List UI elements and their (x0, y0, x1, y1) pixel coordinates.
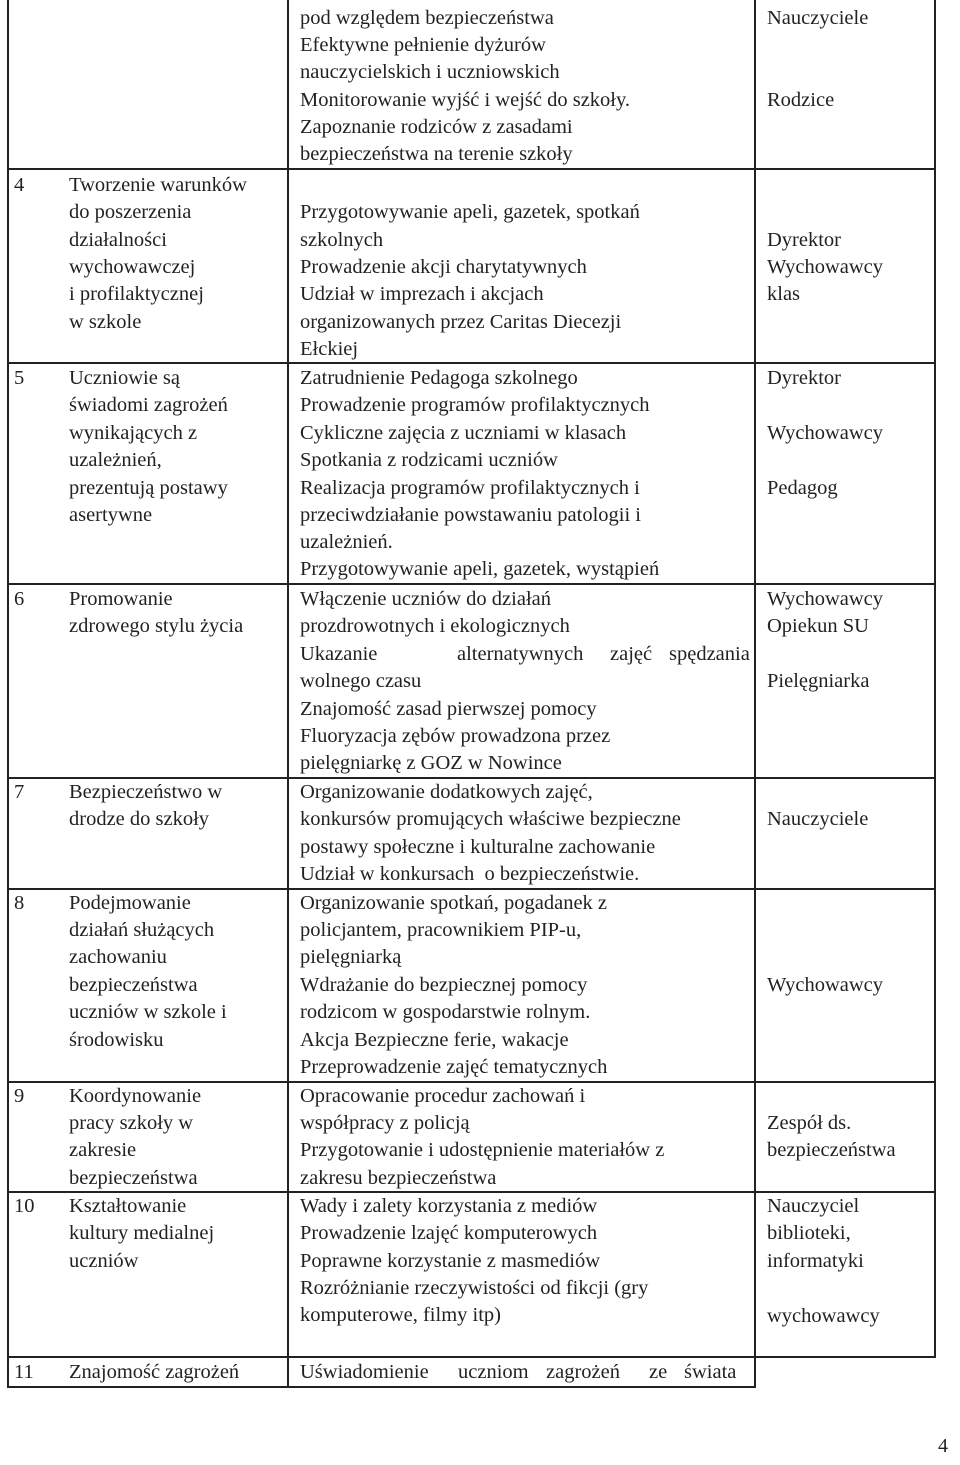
activity-line: Rozróżnianie rzeczywistości od fikcji (gry (300, 1277, 649, 1299)
responsible-line: Wychowawcy (767, 588, 884, 610)
activity-line: przeciwdziałanie powstawaniu patologii i (300, 504, 641, 526)
activity-line: pielęgniarkę z GOZ w Nowince (300, 752, 562, 774)
activity-line: Wady i zalety korzystania z mediów (300, 1195, 598, 1217)
activity-line: Prowadzenie programów profilaktycznych (300, 394, 650, 416)
activity-line: Przeprowadzenie zajęć tematycznych (300, 1056, 608, 1078)
activity-line: policjantem, pracownikiem PIP-u, (300, 919, 582, 941)
task-line: kultury medialnej (69, 1222, 215, 1244)
activity-line: Wdrażanie do bezpiecznej pomocy (300, 974, 588, 996)
activity-word: świata (684, 1361, 737, 1383)
row-number: 7 (14, 781, 25, 803)
task-line: prezentują postawy (69, 477, 228, 499)
task-line: Uczniowie są (69, 367, 180, 389)
activity-line: pielęgniarką (300, 946, 402, 968)
task-line: Kształtowanie (69, 1195, 187, 1217)
grid-row-line (7, 1356, 936, 1358)
task-line: Podejmowanie (69, 892, 191, 914)
activity-line: szkolnych (300, 229, 384, 251)
task-line: uczniów (69, 1250, 139, 1272)
responsible-line: wychowawcy (767, 1305, 880, 1327)
row-number: 6 (14, 588, 25, 610)
row-number: 8 (14, 892, 25, 914)
grid-left-border (7, 0, 9, 1388)
task-line: wychowawczej (69, 256, 196, 278)
grid-last-row-right (754, 1356, 756, 1388)
responsible-line: biblioteki, (767, 1222, 851, 1244)
activity-word: ze (649, 1361, 668, 1383)
grid-col-divider-2 (754, 0, 756, 1358)
activity-line: Przygotowywanie apeli, gazetek, spotkań (300, 201, 640, 223)
responsible-line: Pielęgniarka (767, 670, 870, 692)
task-line: zdrowego stylu życia (69, 615, 244, 637)
activity-line: Akcja Bezpieczne ferie, wakacje (300, 1029, 569, 1051)
activity-line: rodzicom w gospodarstwie rolnym. (300, 1001, 591, 1023)
activity-line: prozdrowotnych i ekologicznych (300, 615, 570, 637)
task-line: Znajomość zagrożeń (69, 1361, 240, 1383)
task-line: i profilaktycznej (69, 283, 204, 305)
activity-line: nauczycielskich i uczniowskich (300, 61, 560, 83)
task-line: Tworzenie warunków (69, 174, 247, 196)
grid-row-line (7, 362, 936, 364)
task-line: zakresie (69, 1139, 137, 1161)
activity-line: Organizowanie dodatkowych zajęć, (300, 781, 593, 803)
activity-line: Spotkania z rodzicami uczniów (300, 449, 558, 471)
page-number: 4 (938, 1435, 948, 1457)
activity-word: Ukazanie (300, 643, 378, 665)
task-line: Koordynowanie (69, 1085, 202, 1107)
responsible-line: Nauczyciele (767, 7, 869, 29)
task-line: działań służących (69, 919, 215, 941)
responsible-line: informatyki (767, 1250, 864, 1272)
activity-line: zakresu bezpieczeństwa (300, 1167, 497, 1189)
activity-line: Przygotowanie i udostępnienie materiałów z (300, 1139, 665, 1161)
task-line: drodze do szkoły (69, 808, 210, 830)
task-line: działalności (69, 229, 167, 251)
activity-line: Cykliczne zajęcia z uczniami w klasach (300, 422, 627, 444)
row-number: 5 (14, 367, 25, 389)
activity-line: bezpieczeństwa na terenie szkoły (300, 143, 573, 165)
responsible-line: Zespół ds. (767, 1112, 852, 1134)
activity-line: Efektywne pełnienie dyżurów (300, 34, 546, 56)
activity-line: Prowadzenie lzajęć komputerowych (300, 1222, 598, 1244)
activity-line: komputerowe, filmy itp) (300, 1304, 501, 1326)
activity-word: Uświadomienie (300, 1361, 429, 1383)
task-line: uczniów w szkole i (69, 1001, 227, 1023)
activity-line: Poprawne korzystanie z masmediów (300, 1250, 601, 1272)
activity-line: Zatrudnienie Pedagoga szkolnego (300, 367, 578, 389)
activity-line: Włączenie uczniów do działań (300, 588, 551, 610)
responsible-line: Wychowawcy (767, 256, 884, 278)
row-number: 11 (14, 1361, 34, 1383)
activity-line: Prowadzenie akcji charytatywnych (300, 256, 587, 278)
task-line: świadomi zagrożeń (69, 394, 228, 416)
activity-line: postawy społeczne i kulturalne zachowanie (300, 836, 656, 858)
activity-word: zajęć (610, 643, 653, 665)
activity-line: Organizowanie spotkań, pogadanek z (300, 892, 608, 914)
activity-line: Ełckiej (300, 338, 359, 360)
task-line: zachowaniu (69, 946, 167, 968)
responsible-line: Pedagog (767, 477, 838, 499)
responsible-line: Dyrektor (767, 367, 842, 389)
task-line: uzależnień, (69, 449, 162, 471)
activity-line: organizowanych przez Caritas Diecezji (300, 311, 622, 333)
activity-line: wolnego czasu (300, 670, 422, 692)
responsible-line: Nauczyciele (767, 808, 869, 830)
task-line: wynikających z (69, 422, 198, 444)
responsible-line: Dyrektor (767, 229, 842, 251)
activity-line: pod względem bezpieczeństwa (300, 7, 554, 29)
activity-line: współpracy z policją (300, 1112, 470, 1134)
activity-line: Przygotowywanie apeli, gazetek, wystąpień (300, 558, 660, 580)
activity-line: konkursów promujących właściwe bezpieczne (300, 808, 681, 830)
row-number: 4 (14, 174, 25, 196)
activity-line (300, 1359, 745, 1387)
activity-line: uzależnień. (300, 531, 393, 553)
task-line: Promowanie (69, 588, 173, 610)
grid-col-divider-1 (287, 0, 289, 1388)
task-line: asertywne (69, 504, 153, 526)
responsible-line: bezpieczeństwa (767, 1139, 896, 1161)
activity-line: Znajomość zasad pierwszej pomocy (300, 698, 597, 720)
responsible-line: Wychowawcy (767, 974, 884, 996)
activity-line: Realizacja programów profilaktycznych i (300, 477, 640, 499)
task-line: do poszerzenia (69, 201, 192, 223)
activity-line (300, 641, 750, 669)
activity-line: Zapoznanie rodziców z zasadami (300, 116, 573, 138)
activity-word: uczniom (458, 1361, 529, 1383)
responsible-line: Rodzice (767, 89, 835, 111)
activity-line: Fluoryzacja zębów prowadzona przez (300, 725, 611, 747)
activity-line: Opracowanie procedur zachowań i (300, 1085, 586, 1107)
activity-word: alternatywnych (457, 643, 584, 665)
responsible-line: klas (767, 283, 801, 305)
responsible-line: Opiekun SU (767, 615, 869, 637)
activity-word: spędzania (669, 643, 750, 665)
task-line: bezpieczeństwa (69, 974, 198, 996)
activity-line: Udział w imprezach i akcjach (300, 283, 544, 305)
activity-line: Udział w konkursach o bezpieczeństwie. (300, 863, 640, 885)
task-line: bezpieczeństwa (69, 1167, 198, 1189)
activity-line: Monitorowanie wyjść i wejść do szkoły. (300, 89, 631, 111)
grid-right-border (934, 0, 936, 1358)
task-line: pracy szkoły w (69, 1112, 194, 1134)
task-line: Bezpieczeństwo w (69, 781, 223, 803)
row-number: 9 (14, 1085, 25, 1107)
responsible-line: Nauczyciel (767, 1195, 860, 1217)
task-line: w szkole (69, 311, 142, 333)
activity-word: zagrożeń (546, 1361, 620, 1383)
task-line: środowisku (69, 1029, 164, 1051)
row-number: 10 (14, 1195, 35, 1217)
responsible-line: Wychowawcy (767, 422, 884, 444)
